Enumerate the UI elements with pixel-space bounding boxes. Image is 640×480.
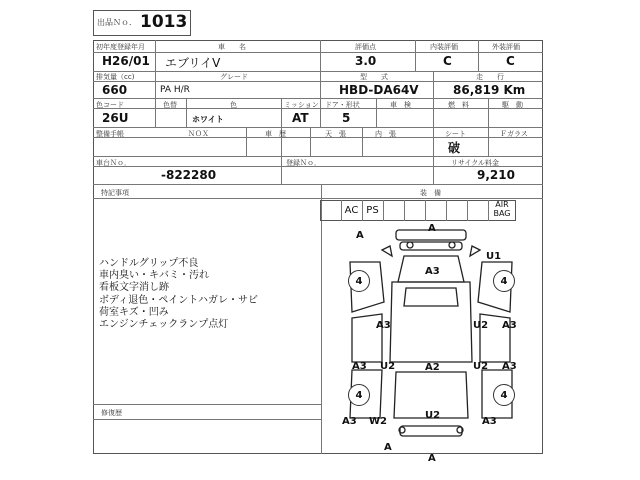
note-item: 看板文字消し跡 — [99, 282, 169, 294]
exterior-label: 外装評価 — [492, 43, 520, 51]
tire-front-right: 4 — [493, 270, 515, 292]
damage-rear: U2 — [425, 410, 441, 421]
note-item: ハンドルグリップ不良 — [99, 258, 199, 269]
repair-label: 修復歴 — [101, 409, 122, 417]
damage-right-door-u: U2 — [473, 320, 489, 331]
mileage-label: 走 行 — [476, 73, 504, 81]
damage-right-lower-u: U2 — [473, 361, 489, 372]
damage-hood: A3 — [425, 266, 440, 277]
damage-rear-left-w: W2 — [369, 416, 387, 427]
tone-label: 色替 — [163, 101, 177, 109]
tire-front-left: 4 — [348, 270, 370, 292]
equip-label: 装 備 — [420, 189, 441, 197]
equip-ac: AC — [344, 205, 359, 216]
cc-value: 660 — [102, 83, 128, 97]
year-value: H26/01 — [102, 54, 150, 68]
lot-number: 1013 — [140, 12, 188, 32]
damage-right-lower-a: A3 — [502, 361, 517, 372]
fglass-label: Ｆガラス — [500, 130, 528, 138]
roof-label: 天 張 — [325, 130, 346, 138]
color-label: 色 — [230, 101, 237, 109]
note-item: エンジンチェックランプ点灯 — [99, 319, 229, 331]
color-value: ホワイト — [192, 115, 224, 124]
damage-rear-left-a: A3 — [342, 416, 357, 427]
score-value: 3.0 — [355, 54, 377, 68]
fuel-label: 燃 料 — [448, 101, 469, 109]
tire-rear-left: 4 — [348, 384, 370, 406]
damage-rear-a: A — [384, 442, 392, 453]
mission-label: ミッション — [284, 101, 319, 109]
interior-value: C — [443, 54, 452, 68]
type-value: HBD-DA64V — [339, 83, 419, 97]
seat-value: 破 — [448, 141, 461, 155]
interior2-label: 内 張 — [375, 130, 396, 138]
recycle-label: リサイクル料金 — [451, 159, 500, 167]
mileage-value: 86,819 Km — [453, 83, 526, 97]
maint-label: 整備手帳 — [96, 130, 124, 138]
damage-left-lower-u: U2 — [380, 361, 396, 372]
cc-label: 排気量（cc) — [96, 73, 135, 81]
damage-pillar-right: U1 — [486, 251, 502, 262]
damage-rear-bottom-a: A — [428, 453, 436, 464]
doors-value: 5 — [342, 111, 351, 125]
note-item: ボディ退色・ペイントハガレ・サビ — [99, 294, 258, 306]
mission-value: AT — [292, 111, 309, 125]
tire-rear-right: 4 — [493, 384, 515, 406]
chassis-label: 車台Ｎｏ． — [96, 159, 131, 167]
inspection-label: 車 検 — [390, 101, 411, 109]
damage-left-door: A3 — [376, 320, 391, 331]
type-label: 型 式 — [360, 73, 388, 81]
chassis-value: -822280 — [161, 168, 217, 182]
nox-label: ＮＯＸ — [188, 130, 209, 138]
model-label: 車 名 — [218, 43, 246, 51]
damage-front-left: A — [356, 230, 364, 241]
history-label: 車 歴 — [265, 130, 286, 138]
lot-label: 出品Ｎｏ． — [97, 18, 137, 27]
note-item: 荷室キズ・凹み — [99, 306, 169, 318]
seat-label: シート — [445, 130, 466, 138]
notes-list — [99, 258, 258, 331]
interior-label: 内装評価 — [430, 43, 458, 51]
grade-value: PA H/R — [160, 85, 190, 95]
score-label: 評価点 — [355, 43, 376, 51]
notes-label: 特記事項 — [101, 189, 129, 197]
equip-ps: PS — [366, 205, 379, 216]
recycle-value: 9,210 — [477, 168, 515, 182]
model-value: エブリイV — [165, 56, 221, 70]
year-label: 初年度登録年月 — [96, 43, 145, 51]
note-item: 車内臭い・キバミ・汚れ — [99, 270, 209, 282]
colorcode-value: 26U — [102, 111, 129, 125]
grade-label: グレード — [220, 73, 248, 81]
reg-label: 登録Ｎｏ． — [286, 159, 321, 167]
equip-airbag: AIR BAG — [493, 200, 511, 218]
damage-rear-right-a: A3 — [482, 416, 497, 427]
damage-left-lower-a: A3 — [352, 361, 367, 372]
damage-front-center: A — [428, 223, 436, 234]
colorcode-label: 色コード — [96, 101, 124, 109]
drive-label: 駆 動 — [502, 101, 523, 109]
doors-label: ドア・形状 — [325, 101, 360, 109]
damage-roof: A2 — [425, 362, 440, 373]
damage-right-door-a: A3 — [502, 320, 517, 331]
exterior-value: C — [506, 54, 515, 68]
